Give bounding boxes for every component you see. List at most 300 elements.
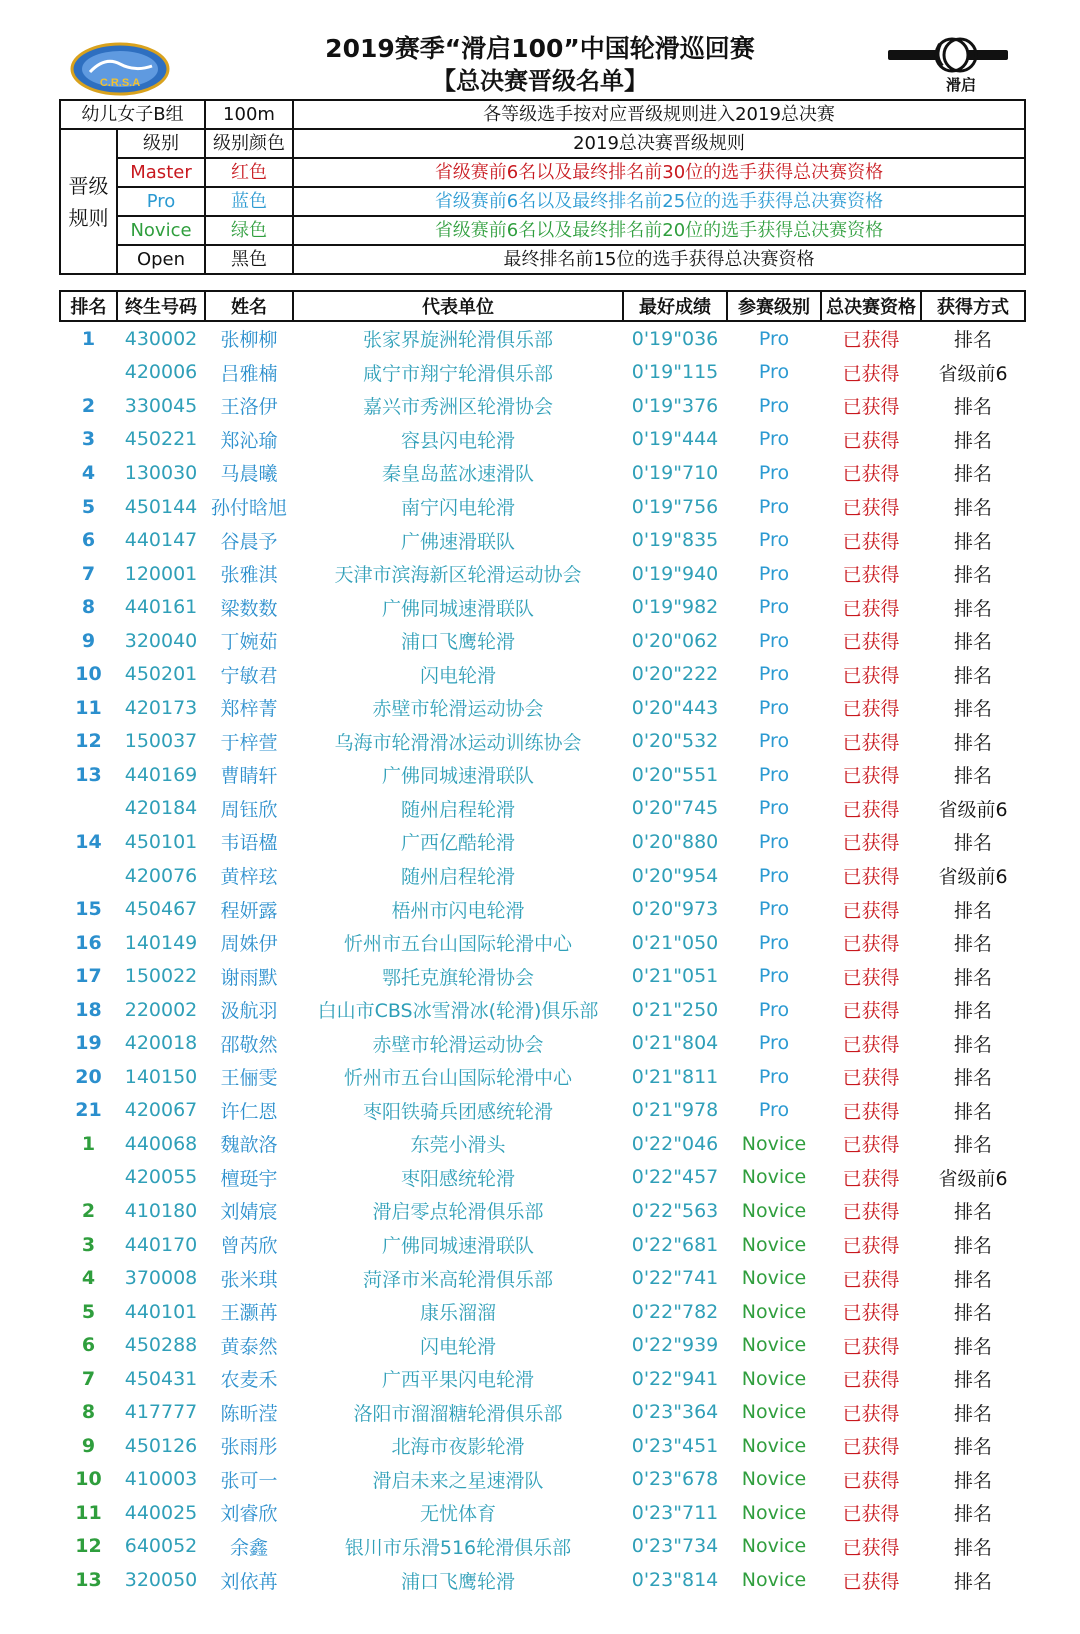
col-club: 代表单位 [293, 291, 623, 321]
method-cell: 排名 [953, 832, 992, 855]
level-cell: Pro [758, 394, 790, 417]
table-row [60, 1396, 1025, 1430]
time-cell: 0'22"782 [631, 1300, 719, 1323]
time-cell: 0'20"973 [631, 898, 719, 921]
level-cell: Pro [758, 696, 790, 719]
name-cell: 刘依苒 [220, 1570, 278, 1593]
table-body [60, 321, 1025, 1597]
time-cell: 0'23"364 [631, 1401, 719, 1424]
name-cell: 吕雅楠 [220, 362, 278, 385]
time-cell: 0'20"954 [631, 864, 719, 887]
qualification-cell: 已获得 [842, 1436, 900, 1459]
method-cell: 排名 [953, 966, 992, 989]
method-cell: 排名 [953, 1503, 992, 1526]
id-cell: 420018 [124, 1032, 198, 1055]
id-cell: 440101 [124, 1300, 198, 1323]
rank-cell: 13 [75, 1569, 102, 1591]
qualification-cell: 已获得 [842, 1268, 900, 1291]
rank-cell: 14 [75, 830, 102, 853]
col-id: 终生号码 [117, 291, 205, 321]
level-cell: Pro [758, 1032, 790, 1055]
qualification-cell: 已获得 [842, 866, 900, 889]
id-cell: 450288 [124, 1334, 198, 1357]
qualification-rules-table [59, 99, 1026, 275]
club-cell: 容县闪电轮滑 [400, 429, 515, 452]
level-cell: Pro [758, 797, 790, 820]
level-cell: Pro [758, 461, 790, 484]
table-row [60, 859, 1025, 893]
method-cell: 省级前6 [938, 362, 1008, 385]
time-cell: 0'22"939 [631, 1334, 719, 1357]
association-logo-icon [70, 42, 170, 96]
col-qualification: 总决赛资格 [821, 291, 921, 321]
time-cell: 0'21"811 [631, 1065, 719, 1088]
club-cell: 银川市乐滑516轮滑俱乐部 [344, 1536, 572, 1559]
rule-level: Pro [117, 187, 205, 216]
logo-left-text: C.R.S.A [99, 77, 141, 89]
club-cell: 北海市夜影轮滑 [391, 1436, 525, 1459]
level-cell: Pro [758, 931, 790, 954]
table-row [60, 1563, 1025, 1597]
rank-cell: 10 [75, 663, 102, 686]
rules-header-row [60, 129, 1025, 158]
col-method: 获得方式 [921, 291, 1025, 321]
method-cell: 排名 [953, 1268, 992, 1291]
qualification-cell: 已获得 [842, 933, 900, 956]
method-cell: 排名 [953, 765, 992, 788]
table-row [60, 523, 1025, 557]
method-cell: 排名 [953, 1235, 992, 1258]
qualification-cell: 已获得 [842, 530, 900, 553]
rank-cell: 20 [75, 1065, 102, 1088]
name-cell: 檀珽宇 [220, 1167, 278, 1190]
method-cell: 排名 [953, 899, 992, 922]
level-cell: Novice [741, 1434, 807, 1457]
time-cell: 0'22"563 [631, 1199, 719, 1222]
table-row [60, 1194, 1025, 1228]
name-cell: 陈昕滢 [220, 1402, 278, 1425]
time-cell: 0'19"376 [631, 394, 719, 417]
level-cell: Pro [758, 965, 790, 988]
time-cell: 0'22"941 [631, 1367, 719, 1390]
table-row [60, 1362, 1025, 1396]
level-cell: Novice [741, 1401, 807, 1424]
qualification-cell: 已获得 [842, 1369, 900, 1392]
table-row [60, 1463, 1025, 1497]
qualification-cell: 已获得 [842, 832, 900, 855]
rank-cell: 17 [75, 965, 102, 988]
table-row [60, 1094, 1025, 1128]
rank-cell: 3 [81, 1233, 96, 1256]
time-cell: 0'20"222 [631, 663, 719, 686]
method-cell: 排名 [953, 933, 992, 956]
id-cell: 130030 [124, 461, 198, 484]
name-cell: 刘睿欣 [220, 1503, 278, 1526]
qualification-cell: 已获得 [842, 396, 900, 419]
rule-text: 最终排名前15位的选手获得总决赛资格 [293, 245, 1025, 274]
name-cell: 王洛伊 [220, 396, 278, 419]
level-cell: Pro [758, 830, 790, 853]
id-cell: 140149 [124, 931, 198, 954]
rule-text: 省级赛前6名以及最终排名前20位的选手获得总决赛资格 [293, 216, 1025, 245]
time-cell: 0'21"804 [631, 1032, 719, 1055]
qualification-cell: 已获得 [842, 597, 900, 620]
brand-logo-text: 滑启 [946, 76, 977, 94]
qualification-cell: 已获得 [842, 1033, 900, 1056]
rank-cell: 12 [75, 730, 102, 753]
name-cell: 张雅淇 [220, 564, 278, 587]
method-cell: 排名 [953, 631, 992, 654]
club-cell: 嘉兴市秀洲区轮滑协会 [362, 396, 553, 419]
table-row [60, 1127, 1025, 1161]
id-cell: 370008 [124, 1267, 198, 1290]
table-row [60, 892, 1025, 926]
name-cell: 张柳柳 [220, 329, 278, 352]
table-row [60, 758, 1025, 792]
table-row [60, 1060, 1025, 1094]
rule-text: 省级赛前6名以及最终排名前25位的选手获得总决赛资格 [293, 187, 1025, 216]
level-cell: Pro [758, 864, 790, 887]
method-cell: 省级前6 [938, 798, 1008, 821]
rule-text: 省级赛前6名以及最终排名前30位的选手获得总决赛资格 [293, 158, 1025, 187]
club-cell: 枣阳铁骑兵团感统轮滑 [362, 1100, 553, 1123]
rank-cell: 5 [81, 495, 96, 518]
qualification-cell: 已获得 [842, 1201, 900, 1224]
table-row [60, 1530, 1025, 1564]
method-cell: 排名 [953, 1000, 992, 1023]
time-cell: 0'19"444 [631, 428, 719, 451]
id-cell: 440025 [124, 1501, 198, 1524]
method-cell: 排名 [953, 1469, 992, 1492]
club-cell: 浦口飞鹰轮滑 [400, 631, 515, 654]
method-cell: 排名 [953, 1570, 992, 1593]
distance: 100m [205, 100, 293, 129]
method-cell: 排名 [953, 429, 992, 452]
name-cell: 魏歆洛 [220, 1134, 278, 1157]
method-cell: 排名 [953, 1201, 992, 1224]
rank-cell: 11 [75, 696, 102, 719]
table-row [60, 993, 1025, 1027]
time-cell: 0'19"756 [631, 495, 719, 518]
name-cell: 张米琪 [220, 1268, 278, 1291]
level-cell: Pro [758, 730, 790, 753]
table-row [60, 1161, 1025, 1195]
club-cell: 康乐溜溜 [419, 1302, 496, 1325]
rank-cell: 11 [75, 1501, 102, 1524]
rule-row-novice [60, 216, 1025, 245]
qualification-cell: 已获得 [842, 463, 900, 486]
id-cell: 420184 [124, 797, 198, 820]
level-cell: Pro [758, 562, 790, 585]
rule-color: 蓝色 [205, 187, 293, 216]
table-row [60, 389, 1025, 423]
rank-cell: 9 [81, 629, 96, 652]
method-cell: 省级前6 [938, 866, 1008, 889]
qualification-cell: 已获得 [842, 631, 900, 654]
qualification-cell: 已获得 [842, 1536, 900, 1559]
level-cell: Novice [741, 1267, 807, 1290]
table-row [60, 490, 1025, 524]
level-cell: Novice [741, 1300, 807, 1323]
id-cell: 330045 [124, 394, 198, 417]
club-cell: 咸宁市翔宁轮滑俱乐部 [362, 362, 553, 385]
id-cell: 420076 [124, 864, 198, 887]
id-cell: 440161 [124, 596, 198, 619]
name-cell: 丁婉茹 [220, 631, 278, 654]
time-cell: 0'20"443 [631, 696, 719, 719]
rank-cell: 3 [81, 428, 96, 451]
name-cell: 韦语楹 [220, 832, 278, 855]
name-cell: 宁敏君 [220, 664, 278, 687]
method-cell: 排名 [953, 329, 992, 352]
id-cell: 440169 [124, 763, 198, 786]
time-cell: 0'23"678 [631, 1468, 719, 1491]
qualification-cell: 已获得 [842, 1067, 900, 1090]
table-row [60, 792, 1025, 826]
name-cell: 郑沁瑜 [220, 429, 278, 452]
qualification-cell: 已获得 [842, 1469, 900, 1492]
rules-col-color: 级别颜色 [205, 129, 293, 158]
page-subtitle: 【总决赛晋级名单】 [432, 67, 648, 95]
club-cell: 随州启程轮滑 [400, 798, 515, 821]
rank-cell: 9 [81, 1434, 96, 1457]
time-cell: 0'21"051 [631, 965, 719, 988]
method-cell: 排名 [953, 564, 992, 587]
table-row [60, 456, 1025, 490]
qualification-cell: 已获得 [842, 1100, 900, 1123]
level-cell: Pro [758, 898, 790, 921]
club-cell: 梧州市闪电轮滑 [391, 899, 525, 922]
method-cell: 排名 [953, 1302, 992, 1325]
rank-cell [60, 1161, 117, 1195]
table-row [60, 725, 1025, 759]
club-cell: 广佛同城速滑联队 [381, 765, 534, 788]
time-cell: 0'19"982 [631, 596, 719, 619]
method-cell: 排名 [953, 597, 992, 620]
name-cell: 王俪雯 [220, 1067, 278, 1090]
col-best-time: 最好成绩 [623, 291, 727, 321]
id-cell: 140150 [124, 1065, 198, 1088]
method-cell: 排名 [953, 497, 992, 519]
rank-cell: 10 [75, 1468, 102, 1491]
id-cell: 450126 [124, 1434, 198, 1457]
club-cell: 枣阳感统轮滑 [400, 1167, 515, 1190]
col-name: 姓名 [205, 291, 293, 321]
time-cell: 0'20"880 [631, 830, 719, 853]
qualification-cell: 已获得 [842, 564, 900, 587]
club-cell: 随州启程轮滑 [400, 866, 515, 889]
method-cell: 排名 [953, 664, 992, 687]
qualification-cell: 已获得 [842, 664, 900, 687]
time-cell: 0'19"710 [631, 461, 719, 484]
rank-cell: 21 [75, 1099, 102, 1122]
id-cell: 150022 [124, 965, 198, 988]
time-cell: 0'19"835 [631, 529, 719, 552]
club-cell: 赤壁市轮滑运动协会 [372, 1033, 544, 1056]
id-cell: 150037 [124, 730, 198, 753]
table-row [60, 959, 1025, 993]
rank-cell: 19 [75, 1032, 102, 1055]
name-cell: 曾芮欣 [220, 1235, 278, 1258]
id-cell: 410003 [124, 1468, 198, 1491]
table-row [60, 1429, 1025, 1463]
qualification-cell: 已获得 [842, 1235, 900, 1258]
level-cell: Pro [758, 529, 790, 552]
time-cell: 0'21"250 [631, 998, 719, 1021]
col-level: 参赛级别 [727, 291, 821, 321]
rule-color: 黑色 [205, 245, 293, 274]
id-cell: 640052 [124, 1535, 198, 1558]
time-cell: 0'21"978 [631, 1099, 719, 1122]
id-cell: 430002 [124, 327, 198, 350]
rules-side-label: 晋级规则 [60, 129, 117, 274]
rules-col-level: 级别 [117, 129, 205, 158]
method-cell: 排名 [953, 1335, 992, 1358]
club-cell: 广佛同城速滑联队 [381, 597, 534, 620]
rank-cell: 1 [81, 327, 96, 350]
club-cell: 赤壁市轮滑运动协会 [372, 698, 544, 721]
name-cell: 谢雨默 [220, 966, 278, 989]
time-cell: 0'21"050 [631, 931, 719, 954]
rank-cell: 6 [81, 1334, 96, 1357]
rank-cell [60, 859, 117, 893]
level-cell: Novice [741, 1132, 807, 1155]
rank-cell: 16 [75, 931, 102, 954]
club-cell: 广西亿酷轮滑 [400, 832, 515, 855]
level-cell: Novice [741, 1334, 807, 1357]
rules-group-row [60, 100, 1025, 129]
table-row [60, 624, 1025, 658]
id-cell: 417777 [124, 1401, 198, 1424]
rank-cell: 12 [75, 1535, 102, 1558]
qualification-cell: 已获得 [842, 731, 900, 754]
rank-cell [60, 792, 117, 826]
level-cell: Pro [758, 1099, 790, 1122]
time-cell: 0'22"046 [631, 1132, 719, 1155]
table-row [60, 926, 1025, 960]
rank-cell: 2 [81, 1199, 96, 1222]
club-cell: 广佛同城速滑联队 [381, 1235, 534, 1258]
table-row [60, 657, 1025, 691]
club-cell: 忻州市五台山国际轮滑中心 [343, 1067, 572, 1090]
time-cell: 0'20"745 [631, 797, 719, 820]
method-cell: 排名 [953, 396, 992, 419]
rank-cell: 1 [81, 1132, 96, 1155]
qualification-cell: 已获得 [842, 1402, 900, 1425]
time-cell: 0'20"532 [631, 730, 719, 753]
rule-color: 绿色 [205, 216, 293, 245]
method-cell: 排名 [953, 1067, 992, 1090]
rule-row-open [60, 245, 1025, 274]
name-cell: 周钰欣 [220, 798, 278, 821]
level-cell: Novice [741, 1501, 807, 1524]
club-cell: 张家界旋洲轮滑俱乐部 [362, 329, 553, 352]
method-cell: 排名 [953, 530, 992, 553]
time-cell: 0'22"741 [631, 1267, 719, 1290]
level-cell: Pro [758, 763, 790, 786]
id-cell: 420173 [124, 696, 198, 719]
id-cell: 410180 [124, 1199, 198, 1222]
id-cell: 420067 [124, 1099, 198, 1122]
time-cell: 0'23"734 [631, 1535, 719, 1558]
table-row [60, 423, 1025, 457]
qualification-cell: 已获得 [842, 1503, 900, 1526]
id-cell: 440068 [124, 1132, 198, 1155]
qualification-cell: 已获得 [842, 1167, 900, 1190]
club-cell: 忻州市五台山国际轮滑中心 [343, 933, 572, 956]
table-row [60, 1026, 1025, 1060]
club-cell: 菏泽市米高轮滑俱乐部 [362, 1268, 553, 1291]
qualification-cell: 已获得 [842, 1335, 900, 1358]
qualification-cell: 已获得 [842, 765, 900, 788]
name-cell: 孙付晗旭 [210, 497, 287, 519]
id-cell: 450221 [124, 428, 198, 451]
club-cell: 秦皇岛蓝冰速滑队 [381, 463, 534, 486]
id-cell: 220002 [124, 998, 198, 1021]
level-cell: Novice [741, 1468, 807, 1491]
club-cell: 滑启零点轮滑俱乐部 [372, 1201, 544, 1224]
qualification-cell: 已获得 [842, 798, 900, 821]
id-cell: 320050 [124, 1569, 198, 1591]
col-rank: 排名 [60, 291, 117, 321]
table-row [60, 825, 1025, 859]
time-cell: 0'19"036 [631, 327, 719, 350]
name-cell: 刘婧宸 [220, 1201, 278, 1224]
name-cell: 余鑫 [229, 1536, 268, 1559]
rank-cell: 7 [81, 562, 96, 585]
qualification-cell: 已获得 [842, 1134, 900, 1157]
name-cell: 郑梓菁 [220, 698, 278, 721]
rank-cell [60, 356, 117, 390]
name-cell: 汲航羽 [220, 1000, 278, 1023]
level-cell: Pro [758, 361, 790, 384]
id-cell: 320040 [124, 629, 198, 652]
name-cell: 于梓萱 [220, 731, 278, 754]
table-header-row [60, 291, 1025, 321]
time-cell: 0'20"551 [631, 763, 719, 786]
id-cell: 420055 [124, 1166, 198, 1189]
method-cell: 排名 [953, 1134, 992, 1157]
rank-cell: 5 [81, 1300, 96, 1323]
name-cell: 马晨曦 [220, 463, 278, 486]
qualifier-list-table [59, 290, 1026, 1597]
qualification-cell: 已获得 [842, 1302, 900, 1325]
qualification-cell: 已获得 [842, 899, 900, 922]
id-cell: 450101 [124, 830, 198, 853]
level-cell: Pro [758, 998, 790, 1021]
rule-row-master [60, 158, 1025, 187]
group-name: 幼儿女子B组 [60, 100, 205, 129]
name-cell: 曹睛轩 [220, 765, 278, 788]
rank-cell: 4 [81, 1267, 96, 1290]
time-cell: 0'19"115 [631, 361, 719, 384]
time-cell: 0'19"940 [631, 562, 719, 585]
name-cell: 张可一 [220, 1469, 278, 1492]
rule-level: Master [117, 158, 205, 187]
club-cell: 闪电轮滑 [419, 664, 496, 687]
qualification-cell: 已获得 [842, 429, 900, 452]
method-cell: 排名 [953, 463, 992, 486]
name-cell: 张雨彤 [220, 1436, 278, 1459]
club-cell: 乌海市轮滑滑冰运动训练协会 [334, 731, 582, 754]
qualification-cell: 已获得 [842, 1570, 900, 1593]
table-row [60, 557, 1025, 591]
club-cell: 洛阳市溜溜糖轮滑俱乐部 [353, 1402, 563, 1425]
id-cell: 120001 [124, 562, 198, 585]
rank-cell: 2 [81, 394, 96, 417]
qualification-cell: 已获得 [842, 497, 900, 519]
club-cell: 浦口飞鹰轮滑 [400, 1570, 515, 1593]
